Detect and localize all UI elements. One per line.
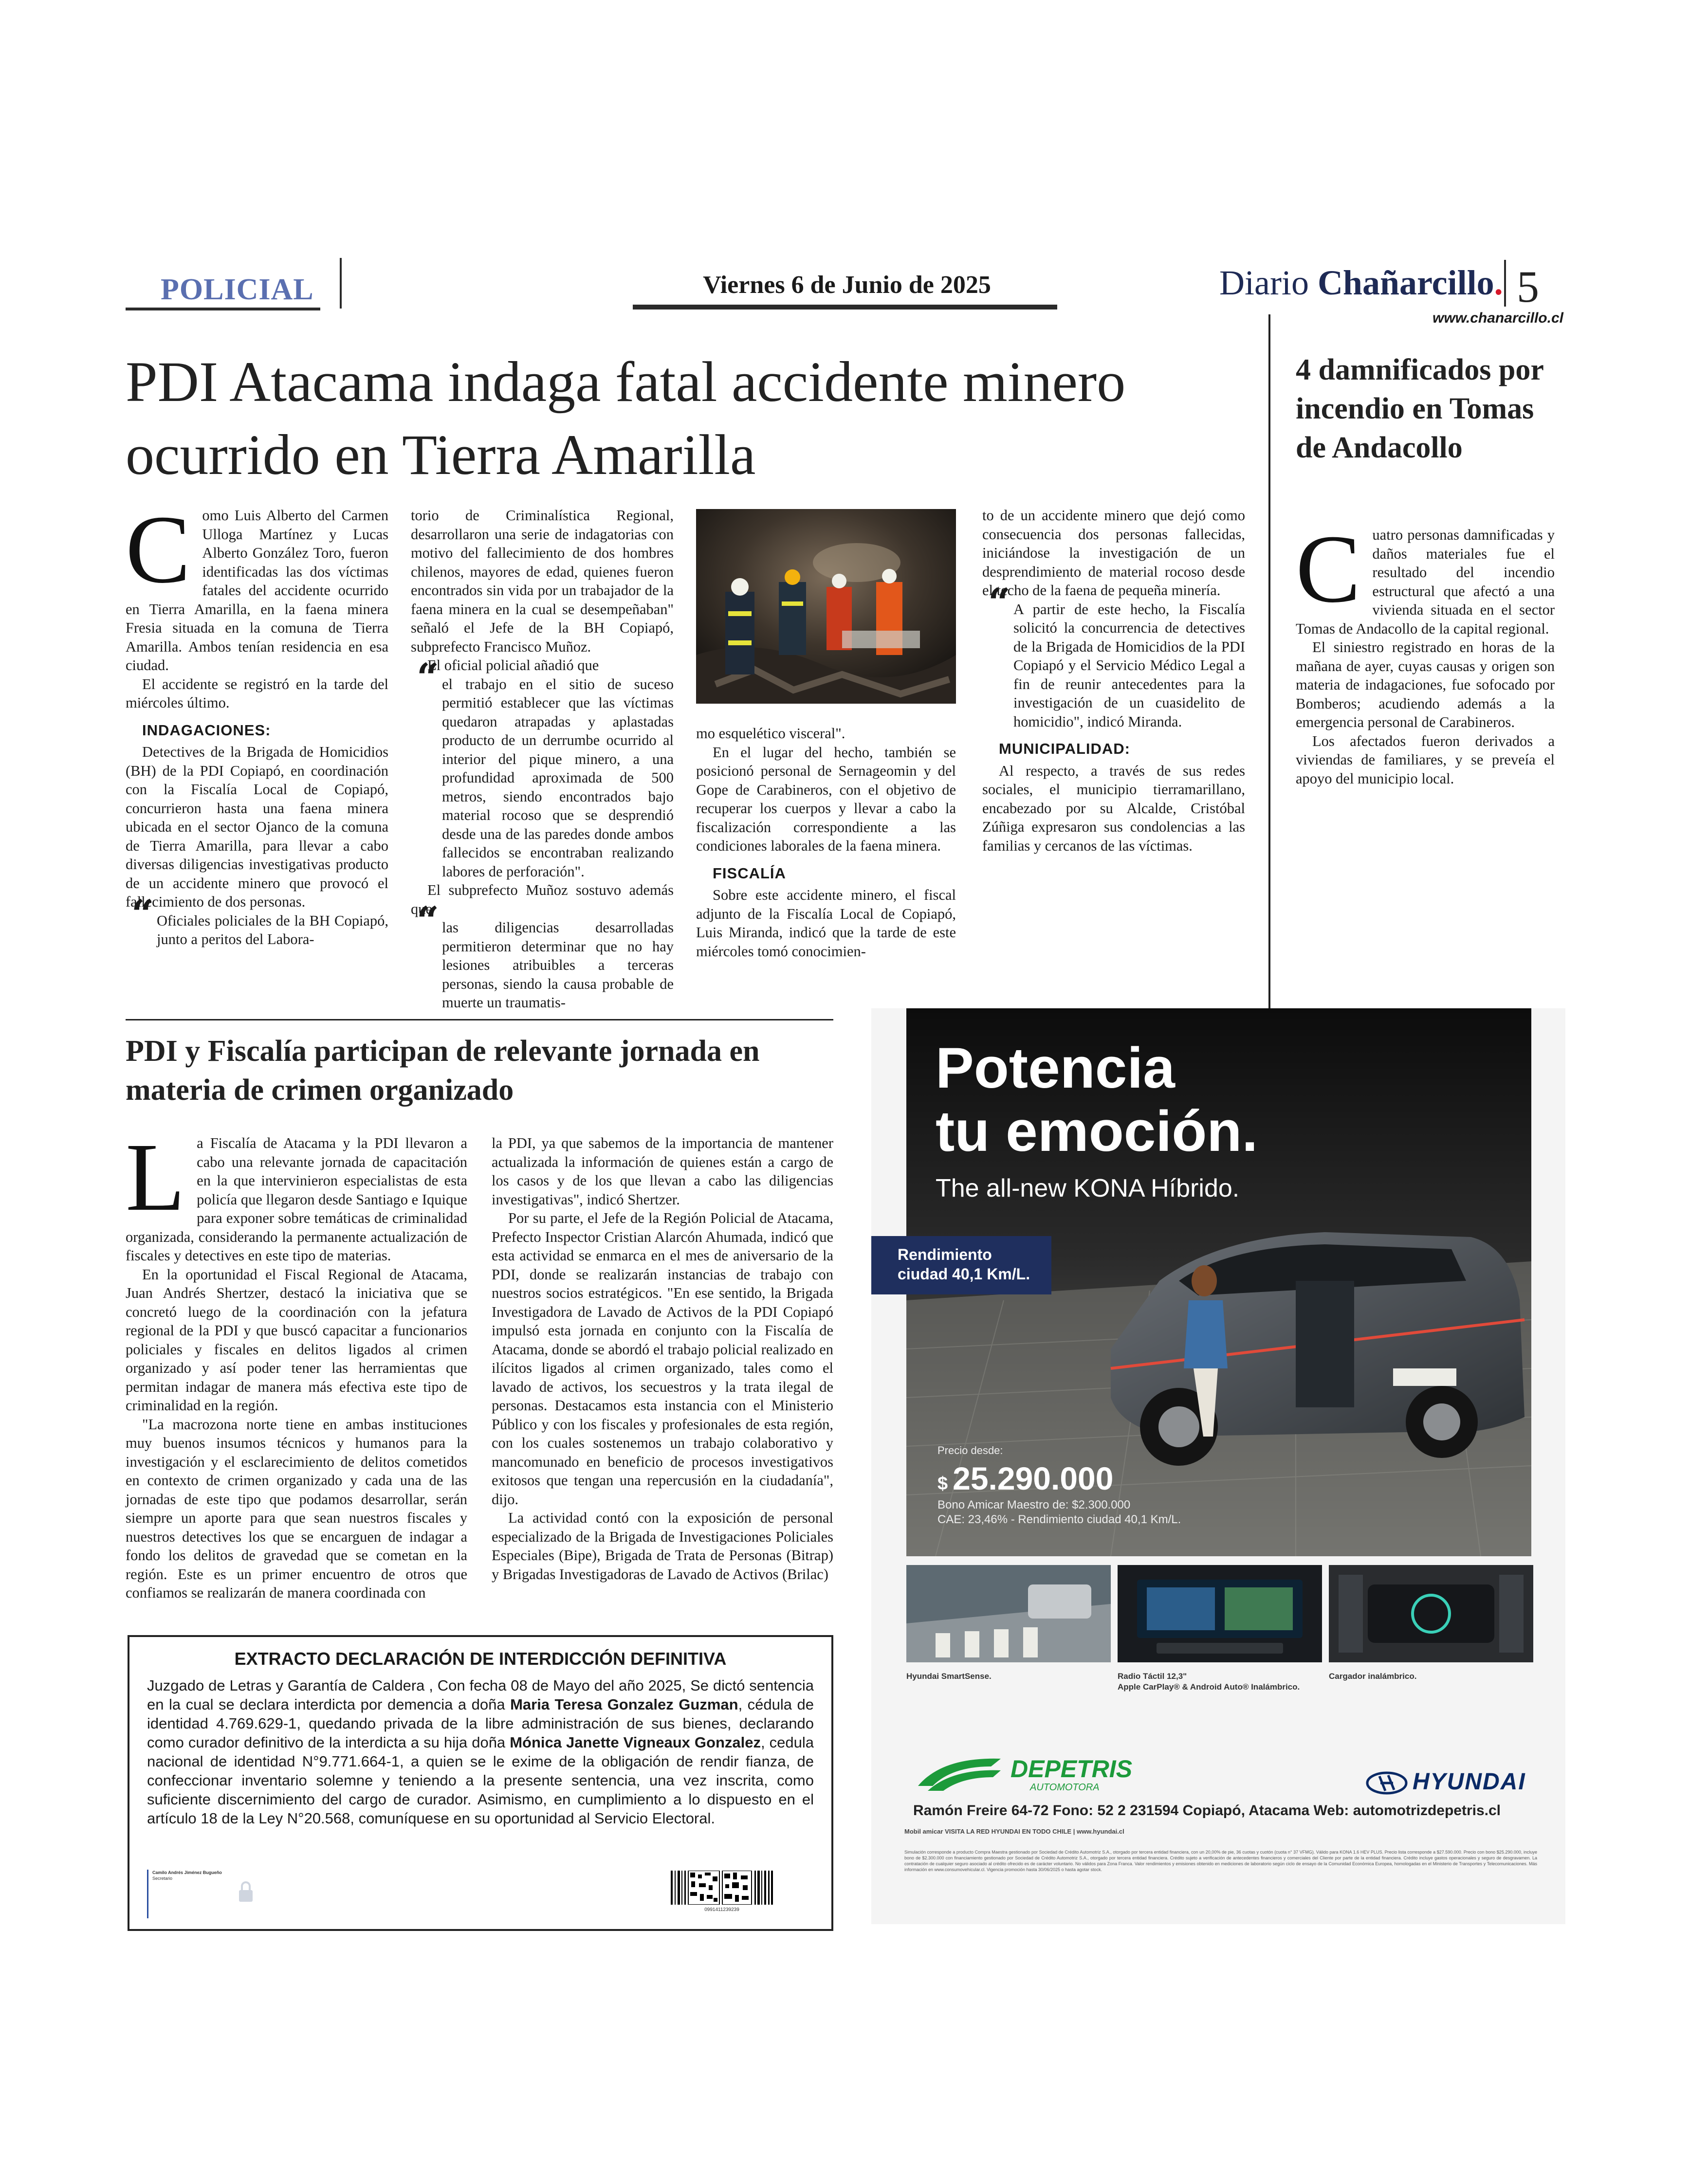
legal-text: , cédula de identidad 4.769.629-1, quedando privada de la libre administración de sus bienes, declarando como curador definitivo de la interdicta a su hija doña <box>147 1696 814 1751</box>
legal-text: Juzgado de Letras y Garantía de Caldera , Con fecha 08 de Mayo del año 2025, Se dictó sentencia en la cual se declara interdicta por demencia a doña <box>147 1677 814 1713</box>
dropcap: C <box>1296 515 1361 623</box>
feature-caption-charger: Cargador inalámbrico. <box>1329 1672 1417 1681</box>
signer-role: Secretario <box>152 1876 173 1881</box>
paragraph: to de un accidente minero que dejó como consecuencia dos personas fallecidas, iniciándose la investigación de un desprendimiento de material rocoso desde el techo de la faena de pequeña minería. <box>982 507 1245 599</box>
article1-column-3 <box>696 724 956 961</box>
paragraph: Detectives de la Brigada de Homicidios (BH) de la PDI Copiapó, en coordinación con la Fiscalía Local de Copiapó, concurrieron hasta una faena minera ubicada en el sector Ojanco de la comuna de Tierra Amarilla, para llevar a cabo diversas diligencias investigativas producto de un accidente minero que provocó el fallecimiento de dos personas. <box>126 744 388 910</box>
pull-quote: “ Oficiales policiales de la BH Copiapó, junto a peritos del Labora- <box>126 911 388 949</box>
price-label: Precio desde: <box>937 1444 1003 1456</box>
masthead-rule <box>126 308 320 310</box>
legal-text: , cedula nacional de identidad N°9.771.664-1, a quien se le exime de la obligación de rendir fianza, de confeccionar inventario solemne y teniendo a la presente sentencia, una vez inscrita, como suficiente discernimiento del cargo de curador. Asimismo, en cumplimiento a lo dispuesto en el artículo 18 de la Ley N°20.568, comuníquese en su oportunidad al Servicio Electoral. <box>147 1734 814 1827</box>
ad-headline <box>936 1037 1258 1163</box>
bono-text: Bono Amicar Maestro de: $2.300.000 <box>937 1498 1131 1511</box>
pull-quote: “ las diligencias desarrolladas permitieron determinar que no hay lesiones atribuibles a terceras personas, siendo la causa probable de muerte un traumatis- <box>411 918 674 1012</box>
article2-headline: PDI y Fiscalía participan de relevante jornada en materia de crimen organizado <box>126 1035 760 1107</box>
paragraph: la PDI, ya que sabemos de la importancia de mantener actualizada la información de quienes están a cargo de los casos y de los que llevan a cabo las diligencias investigativas", indicó Shertzer. <box>492 1135 833 1208</box>
article-separator <box>126 1019 833 1020</box>
ad-efficiency-badge <box>871 1236 1051 1294</box>
ad-headline-line2: tu emoción. <box>936 1099 1258 1164</box>
paragraph: En la oportunidad el Fiscal Regional de Atacama, Juan Andrés Shertzer, destacó la iniciativa que se concretó luego de la coordinación con la jefatura regional de la PDI y que buscó capacitar a funcionarios policiales y fiscales en delitos ligados al crimen organizado y así poder tener las herramientas que permitan indagar de manera más efectiva este tipo de criminalidad en la región. <box>126 1266 467 1414</box>
subhead-municipalidad: MUNICIPALIDAD: <box>999 740 1131 757</box>
paragraph: El siniestro registrado en horas de la mañana de ayer, cuyas causas y origen son materia de indagaciones, fue sofocado por Bomberos; acudiendo además a la emergencia personal de Carabineros. <box>1296 639 1555 730</box>
paragraph: a Fiscalía de Atacama y la PDI llevaron a cabo una relevante jornada de capacitación en la que intervinieron especialistas de esta policía que llegaron desde Santiago e Iquique para exponer sobre temáticas de criminalidad organizada, considerando la permanente actualización de fiscales y detectives en este tipo de materias. <box>126 1135 467 1264</box>
price-value: 25.290.000 <box>953 1460 1114 1496</box>
paragraph: El subprefecto Muñoz sostuvo además que <box>411 882 674 917</box>
paper-dot-icon: . <box>1494 263 1503 302</box>
paragraph: Al respecto, a través de sus redes sociales, el municipio tierramarillano, encabezado por su Alcalde, Cristóbal Zúñiga expresaron sus condolencias a las familias y cercanos de las víctimas. <box>982 762 1245 854</box>
lock-seal-icon <box>236 1879 256 1904</box>
depetris-swoosh-icon <box>913 1752 1006 1796</box>
mine-rescue-photo <box>696 509 956 704</box>
sidebar-headline: 4 damnificados por incendio en Tomas de Andacollo <box>1296 353 1543 464</box>
article-headline: PDI Atacama indaga fatal accidente minero ocurrido en Tierra Amarilla <box>126 350 1126 487</box>
brand-name: HYUNDAI <box>1413 1769 1526 1795</box>
subhead-fiscalia: FISCALÍA <box>713 864 786 882</box>
dropcap: C <box>126 496 191 603</box>
legal-notice-title: EXTRACTO DECLARACIÓN DE INTERDICCIÓN DEFINITIVA <box>234 1649 727 1669</box>
paragraph: La actividad contó con la exposición de personal especializado de la Brigada de Investigaciones Policiales Especiales (Bipe), Brigada de Trata de Personas (Bitrap) y Brigadas Investigadoras de Lavado de Activos (Brilac) <box>492 1510 833 1583</box>
feature-thumb-charger <box>1329 1565 1533 1662</box>
price-currency: $ <box>937 1474 948 1494</box>
radio-caption-line2: Apple CarPlay® & Android Auto® Inalámbrico. <box>1118 1682 1300 1692</box>
hyundai-emblem-icon <box>1366 1771 1408 1795</box>
page-number: 5 <box>1517 262 1539 311</box>
feature-thumb-radio <box>1118 1565 1322 1662</box>
legal-name-curador: Mónica Janette Vigneaux Gonzalez <box>510 1734 761 1751</box>
paragraph: "La macrozona norte tiene en ambas instituciones muy buenos insumos técnicos y humanos para la investigación y el esclarecimiento de delitos cometidos en contexto de crimen organizado y cada una de las jornadas de este tipo que podamos desarrollar, serán siempre un aporte para que sean nuestros fiscales y nuestros detectives los que se encarguen de indagar a fondo los delitos de gravedad que se cometan en la región. Este es un primer encuentro de otros que confiamos se realizarán de manera coordinada con <box>126 1416 467 1601</box>
masthead-divider <box>340 258 342 309</box>
badge-line1: Rendimiento <box>898 1246 992 1263</box>
pull-quote: “ el trabajo en el sitio de suceso permitió establecer que las víctimas quedaron atrapadas y aplastadas producto de un derrumbe ocurrido al interior del pique minero, a una profundidad aproximada de 500 metros, siendo encontrados bajo material rocoso que se desprendió desde una de las paredes donde ambos fallecidos se encontraban realizando labores de perforación". <box>411 675 674 881</box>
ad-subhead: The all-new KONA Híbrido. <box>936 1174 1240 1202</box>
price-details <box>937 1498 1181 1527</box>
article1-column-1 <box>126 496 388 949</box>
dealer-name: DEPETRIS <box>1010 1755 1133 1783</box>
paragraph: torio de Criminalística Regional, desarrollaron una serie de indagatorias con motivo del fallecimiento de dos hombres chilenos, mayores de edad, quienes fueron encontrados sin vida por un trabajador de la faena minera en la cual se desempeñaban" señaló el Jefe de la BH Copiapó, subprefecto Francisco Muñoz. <box>411 507 674 655</box>
dropcap: L <box>126 1124 185 1231</box>
badge-line2: ciudad 40,1 Km/L. <box>898 1265 1030 1283</box>
dealer-sub: AUTOMOTORA <box>1030 1782 1100 1793</box>
sidebar-divider <box>1268 314 1270 1008</box>
legal-name-interdicta: Maria Teresa Gonzalez Guzman <box>510 1696 738 1713</box>
barcode-number: 0991411239239 <box>704 1907 739 1912</box>
signature-block <box>147 1870 244 1918</box>
masthead-divider-right <box>1504 260 1506 307</box>
article2-column-1 <box>126 1124 467 1602</box>
subhead-indagaciones: INDAGACIONES: <box>142 721 271 739</box>
paragraph: El accidente se registró en la tarde del miércoles último. <box>126 675 388 711</box>
sidebar-body <box>1296 515 1555 788</box>
paper-name <box>1219 263 1503 303</box>
paper-prefix: Diario <box>1219 263 1309 302</box>
ad-partners-row: Mobil amicar VISITA LA RED HYUNDAI EN TODO CHILE | www.hyundai.cl <box>904 1828 1124 1835</box>
price <box>937 1460 1113 1497</box>
feature-caption-radio <box>1118 1671 1300 1693</box>
dealer-logo <box>913 1752 1133 1798</box>
website-link[interactable]: www.chanarcillo.cl <box>1433 310 1563 326</box>
hyundai-logo <box>1366 1768 1526 1795</box>
legal-notice <box>128 1635 833 1931</box>
legal-notice-body <box>147 1676 814 1828</box>
dealer-address: Ramón Freire 64-72 Fono: 52 2 231594 Copiapó, Atacama Web: automotrizdepetris.cl <box>913 1802 1501 1819</box>
paragraph: uatro personas damnificadas y daños materiales fue el resultado del incendio estructural que afectó a una vivienda situada en el sector Tomas de Andacollo de la capital regional. <box>1296 527 1555 637</box>
ad-headline-line1: Potencia <box>936 1036 1175 1100</box>
paragraph: El oficial policial añadió que <box>427 657 599 673</box>
article1-column-2 <box>411 506 674 1012</box>
feature-thumb-smartsense <box>906 1565 1111 1662</box>
paragraph: Los afectados fueron derivados a viviendas de familiares, y se preveía el apoyo del municipio local. <box>1296 732 1555 787</box>
verification-barcode <box>671 1871 773 1911</box>
paragraph: En el lugar del hecho, también se posicionó personal de Sernageomin y del Gope de Carabineros, con el objetivo de recuperar los cuerpos y llevar a cabo la fiscalización correspondiente a las condiciones laborales de la faena minera. <box>696 744 956 854</box>
signer-name: Camilo Andrés Jiménez Bugueño <box>152 1870 222 1875</box>
feature-caption-smartsense: Hyundai SmartSense. <box>906 1672 992 1681</box>
paragraph: Por su parte, el Jefe de la Región Policial de Atacama, Prefecto Inspector Cristian Alarcón Ahumada, indicó que esta actividad se enmarca en el mes de aniversario de la PDI, donde se realizarán instancias de trabajo con nuestros socios estratégicos. "En ese sentido, la Brigada Investigadora de Lavado de Activos de la PDI Copiapó impulsó esta jornada en conjunto con la Fiscalía de Atacama, donde se abordó el trabajo policial realizado en ilícitos ligados al crimen organizado, tales como el lavado de activos, los secuestros y la trata ilegal de personas. Destacamos esta instancia con el Ministerio Público y con los fiscales y profesionales de esta región, con los cuales sostenemos un trabajo colaborativo y mancomunado en beneficio de procesos investigativos exitosos que tengan una repercusión en la ciudadanía", dijo. <box>492 1210 833 1508</box>
masthead-date-rule <box>633 305 1057 309</box>
article2-column-2 <box>492 1134 833 1583</box>
radio-caption-line1: Radio Táctil 12,3" <box>1118 1672 1187 1681</box>
issue-date: Viernes 6 de Junio de 2025 <box>703 271 991 299</box>
ad-disclaimer: Simulación corresponde a producto Compra Maestra gestionado por Sociedad de Crédito Automotriz S.A., otorgado por tercera entidad financiera, con un 20,00% de pie, 36 cuotas y cuotón (cuota n° 37 VFMG). Válido para KONA 1.6 HEV PLUS. Precio lista corresponde a $27.590.000. Precio con bono $25.290.000, incluye bono de $2.300.000 con financiamiento gestionado por Sociedad de Crédito Automotriz S.A., otorgado por tercera entidad financiera. Crédito sujeto a verificación de antecedentes financieros y comerciales del Cliente por parte de la entidad financiera. Crédito incluye gastos operacionales y seguro de desgravamen. La contratación de cualquier seguro asociado al crédito ofrecido es de carácter voluntario. No válidos para Zona Franca. Valor rendimientos y emisiones obtenido en mediciones de laboratorio según ciclo de ensayo de la Comunidad Económica Europea, homologadas en el Ministerio de Transportes y Telecomunicaciones. Más información en www.consumovehicular.cl. Vigencia promoción hasta 30/06/2025 o hasta agotar stock. <box>904 1850 1537 1872</box>
paper-title: Chañarcillo <box>1317 263 1494 302</box>
section-label: POLICIAL <box>161 273 314 306</box>
cae-text: CAE: 23,46% - Rendimiento ciudad 40,1 Km/L. <box>937 1513 1181 1526</box>
paragraph: mo esquelético visceral". <box>696 725 845 742</box>
pull-quote: “ A partir de este hecho, la Fiscalía solicitó la concurrencia de detectives de la Brigada de Homicidios de la PDI Copiapó y el Servicio Médico Legal a fin de reunir antecedentes para la investigación de un cuasidelito de homicidio", indicó Miranda. <box>982 600 1245 731</box>
article1-column-4 <box>982 506 1245 855</box>
paragraph: Sobre este accidente minero, el fiscal adjunto de la Fiscalía Local de Copiapó, Luis Miranda, indicó que la tarde de este miércoles tomó conocimien- <box>696 887 956 960</box>
paragraph: omo Luis Alberto del Carmen Ulloga Martínez y Lucas Alberto González Toro, fueron identificadas las dos víctimas fatales del accidente ocurrido en Tierra Amarilla, en la faena minera Fresia situada en la comuna de Tierra Amarilla. Ambos tenían residencia en esa ciudad. <box>126 507 388 673</box>
